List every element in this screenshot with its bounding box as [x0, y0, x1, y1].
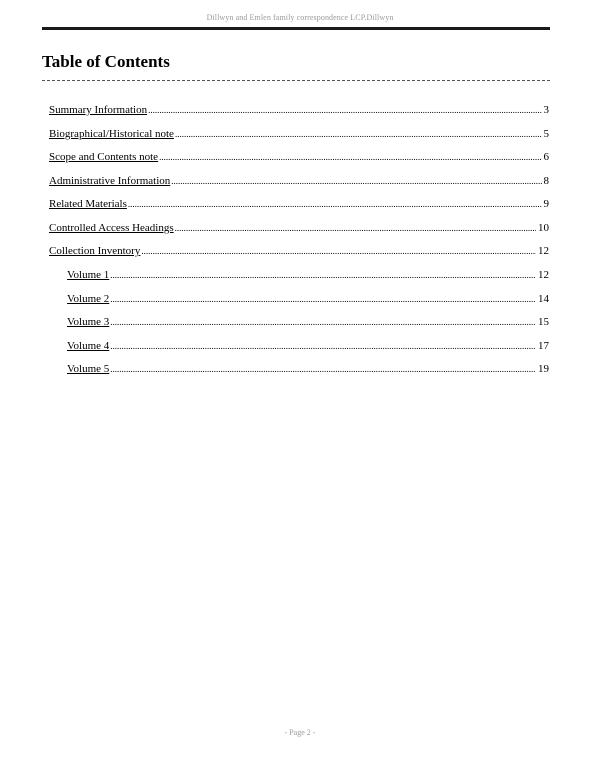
toc-entry-related-materials[interactable]: [49, 196, 549, 212]
toc-page-number: 9: [543, 198, 549, 210]
running-header: Dillwyn and Emlen family correspondence LCP.Dillwyn: [206, 13, 394, 22]
toc-page-number: 10: [538, 222, 549, 234]
header-rule: [42, 27, 550, 30]
toc-page-number: 6: [543, 151, 549, 163]
toc-title: Table of Contents: [42, 52, 170, 71]
dot-leader: [110, 314, 536, 330]
toc-link[interactable]: Volume 4: [67, 340, 110, 352]
page-footer: - Page 2 -: [284, 728, 316, 737]
toc-entry-controlled-access-headings[interactable]: [49, 220, 549, 236]
dot-leader: [159, 149, 541, 165]
toc-link[interactable]: Volume 5: [67, 363, 110, 375]
toc-link[interactable]: Summary Information: [49, 104, 148, 116]
dot-leader: [110, 291, 536, 307]
toc-link[interactable]: Volume 3: [67, 316, 110, 328]
toc-link[interactable]: Scope and Contents note: [49, 151, 159, 163]
dot-leader: [110, 267, 536, 283]
toc-entry-volume-5[interactable]: [67, 361, 549, 377]
toc-page-number: 12: [538, 245, 549, 257]
dot-leader: [175, 126, 542, 142]
toc-entry-volume-1[interactable]: [67, 267, 549, 283]
dot-leader: [148, 102, 541, 118]
toc-page-number: 14: [538, 293, 549, 305]
toc-entry-administrative-information[interactable]: [49, 173, 549, 189]
toc-entry-volume-2[interactable]: [67, 291, 549, 307]
toc-link[interactable]: Administrative Information: [49, 175, 171, 187]
toc-entry-biographical-note[interactable]: [49, 126, 549, 142]
toc-page-number: 3: [543, 104, 549, 116]
title-divider: [42, 80, 550, 81]
toc-page-number: 12: [538, 269, 549, 281]
toc-link[interactable]: Related Materials: [49, 198, 127, 210]
toc-link[interactable]: Collection Inventory: [49, 245, 141, 257]
dot-leader: [171, 173, 541, 189]
toc-page-number: 17: [538, 340, 549, 352]
toc-entry-collection-inventory[interactable]: [49, 243, 549, 259]
toc-entry-volume-3[interactable]: [67, 314, 549, 330]
toc-entry-scope-and-contents[interactable]: [49, 149, 549, 165]
toc-page-number: 5: [543, 128, 549, 140]
toc-link[interactable]: Controlled Access Headings: [49, 222, 174, 234]
toc-page-number: 19: [538, 363, 549, 375]
dot-leader: [110, 361, 536, 377]
toc-link[interactable]: Volume 1: [67, 269, 110, 281]
toc-page-number: 8: [543, 175, 549, 187]
toc-page-number: 15: [538, 316, 549, 328]
dot-leader: [128, 196, 542, 212]
toc-entry-volume-4[interactable]: [67, 338, 549, 354]
dot-leader: [110, 338, 536, 354]
dot-leader: [175, 220, 536, 236]
dot-leader: [141, 243, 536, 259]
toc-link[interactable]: Volume 2: [67, 293, 110, 305]
toc-entry-summary-information[interactable]: [49, 102, 549, 118]
toc-link[interactable]: Biographical/Historical note: [49, 128, 174, 140]
